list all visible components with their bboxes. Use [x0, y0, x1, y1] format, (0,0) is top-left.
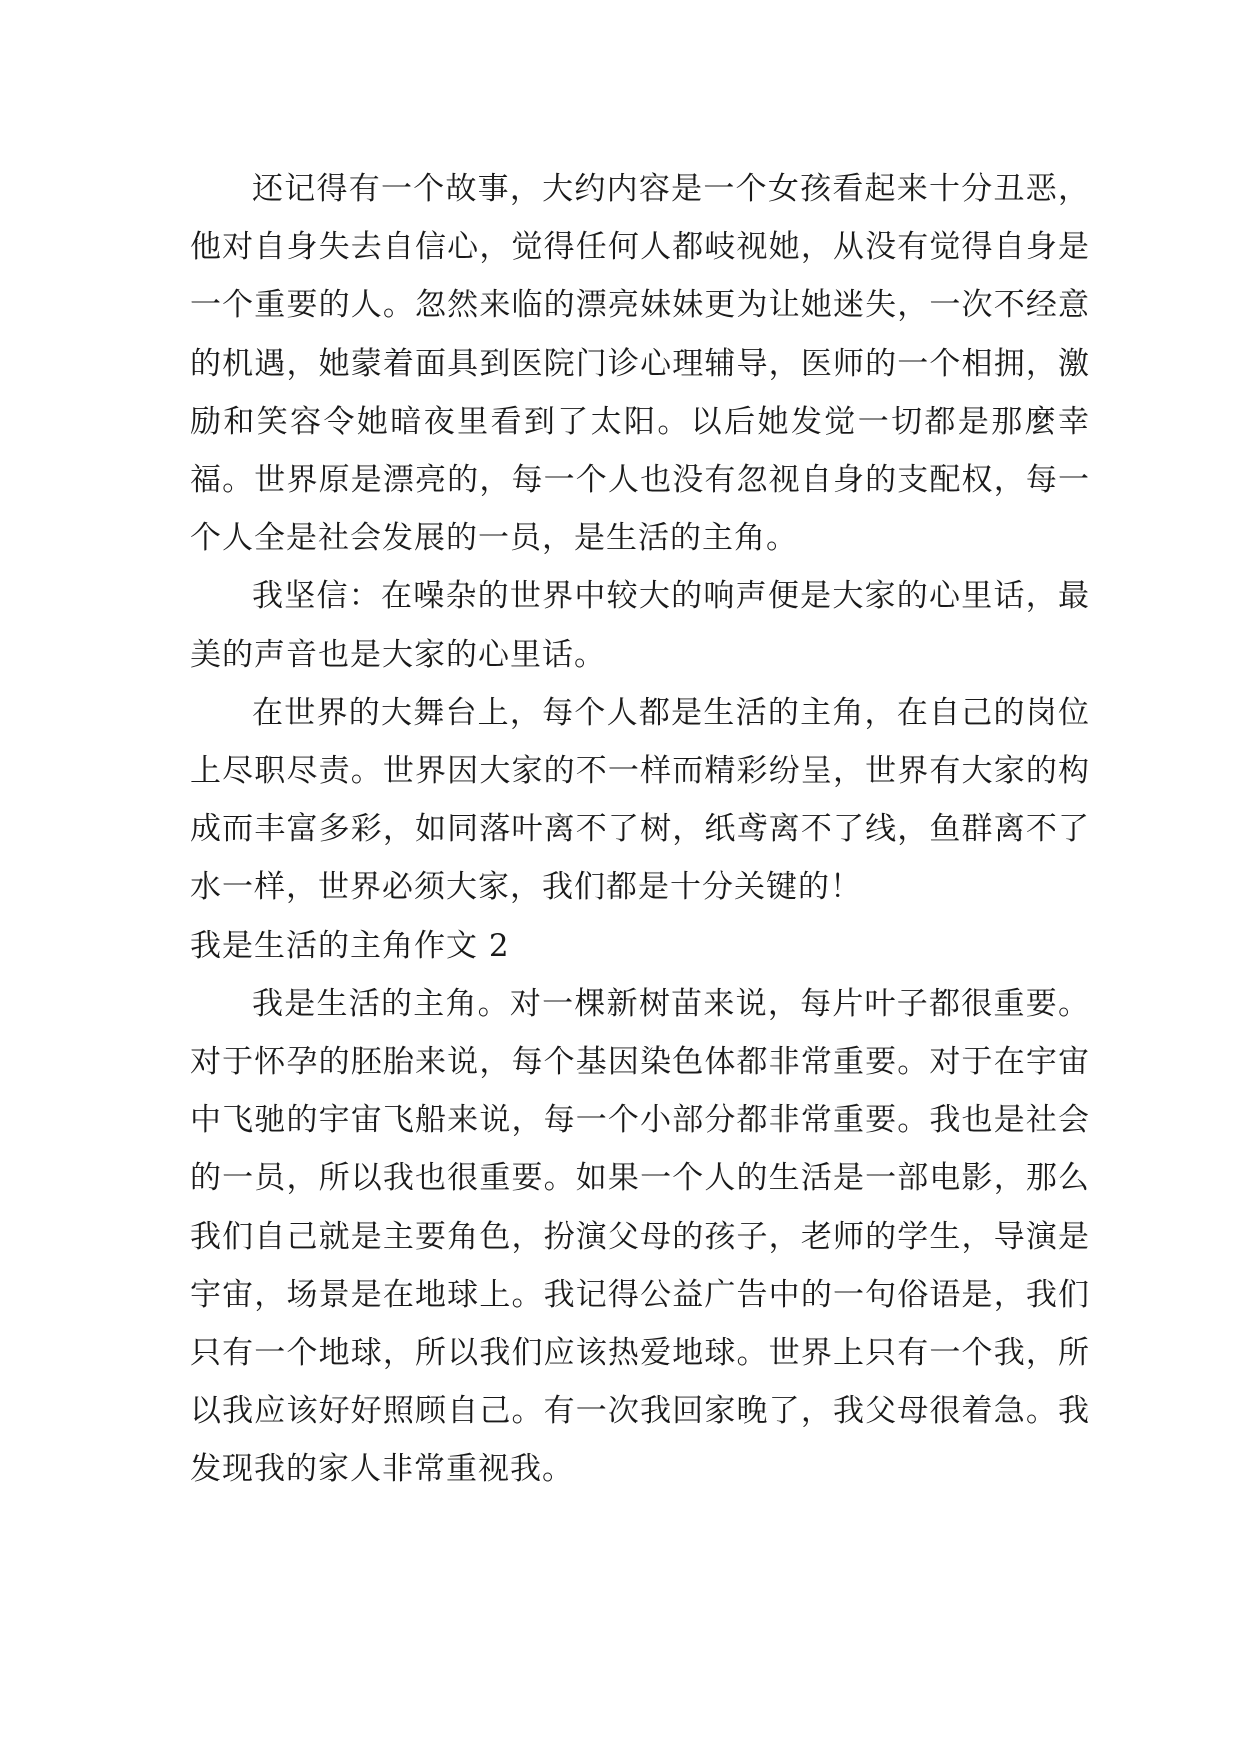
paragraph: 我坚信：在噪杂的世界中较大的响声便是大家的心里话，最美的声音也是大家的心里话。: [190, 578, 1090, 673]
paragraph: 还记得有一个故事，大约内容是一个女孩看起来十分丑恶，他对自身失去自信心，觉得任何人都岐视她，从没有觉得自身是一个重要的人。忽然来临的漂亮妹妹更为让她迷失，一次不经意的机遇，她蒙着面具到医院门诊心理辅导，医师的一个相拥，激励和笑容令她暗夜里看到了太阳。以后她发觉一切都是那麼幸福。世界原是漂亮的，每一个人也没有忽视自身的支配权，每一个人全是社会发展的一员，是生活的主角。: [190, 171, 1090, 557]
paragraph: 在世界的大舞台上，每个人都是生活的主角，在自己的岗位上尽职尽责。世界因大家的不一样而精彩纷呈，世界有大家的构成而丰富多彩，如同落叶离不了树，纸鸢离不了线，鱼群离不了水一样，世界必须大家，我们都是十分关键的！: [190, 694, 1090, 906]
section-heading: 我是生活的主角作文 2: [190, 927, 510, 964]
paragraph: 我是生活的主角。对一棵新树苗来说，每片叶子都很重要。对于怀孕的胚胎来说，每个基因染色体都非常重要。对于在宇宙中飞驰的宇宙飞船来说，每一个小部分都非常重要。我也是社会的一员，所以我也很重要。如果一个人的生活是一部电影，那么我们自己就是主要角色，扮演父母的孩子，老师的学生，导演是宇宙，场景是在地球上。我记得公益广告中的一句俗语是，我们只有一个地球，所以我们应该热爱地球。世界上只有一个我，所以我应该好好照顾自己。有一次我回家晚了，我父母很着急。我发现我的家人非常重视我。: [190, 985, 1090, 1488]
document-body: [190, 160, 1090, 1499]
